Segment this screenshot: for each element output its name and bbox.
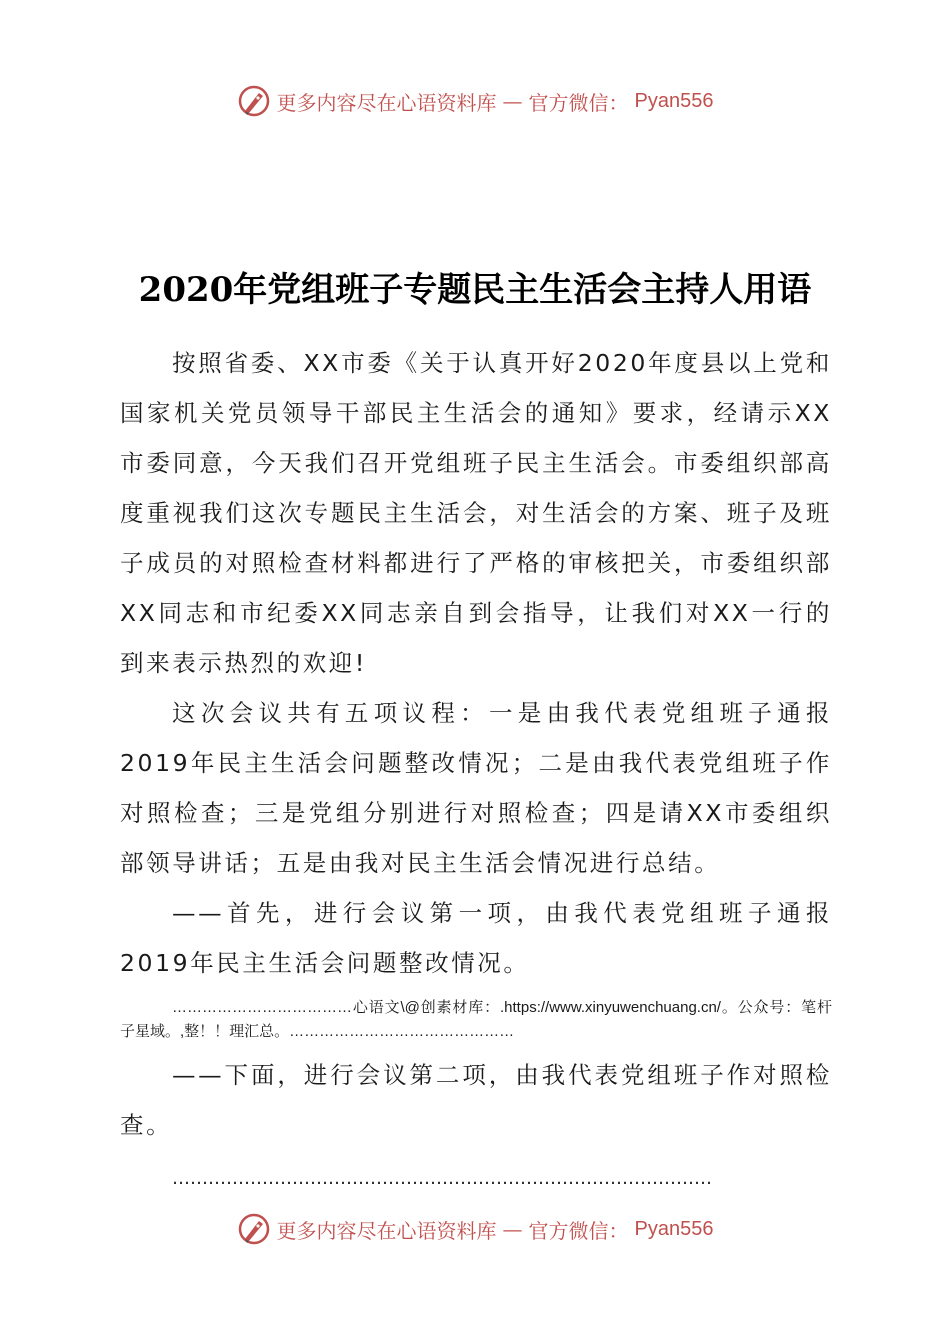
footer-banner (0, 1212, 950, 1246)
header-banner (0, 84, 950, 118)
banner-wechat-id: Pyan556 (634, 1217, 714, 1240)
banner-wechat-label: 官方微信： (528, 90, 629, 115)
banner-main-text: 更多内容尽在心语资料库 (276, 1218, 497, 1243)
banner-dash: — (502, 89, 523, 113)
ellipsis-line: ……………………………………………………………………………… (172, 1168, 712, 1189)
paragraph-agenda: 这次会议共有五项议程：一是由我代表党组班子通报2019年民主生活会问题整改情况；二是由我代表党组班子作对照检查；三是党组分别进行对照检查；四是请XX市委组织部领导讲话；五是由我对民主生活会情况进行总结。 (120, 699, 832, 877)
banner-dash: — (502, 1217, 523, 1241)
banner-wechat-id: Pyan556 (634, 89, 714, 112)
banner-wechat-label: 官方微信： (528, 1218, 629, 1243)
pen-nib-logo-icon (237, 84, 271, 118)
document-body (120, 338, 832, 1204)
paragraph-intro: 按照省委、XX市委《关于认真开好2020年度县以上党和国家机关党员领导干部民主生活会的通知》要求，经请示XX市委同意，今天我们召开党组班子民主生活会。市委组织部高度重视我们这次专题民主生活会，对生活会的方案、班子及班子成员的对照检查材料都进行了严格的审核把关，市委组织部XX同志和市纪委XX同志亲自到会指导，让我们对XX一行的到来表示热烈的欢迎! (120, 349, 832, 677)
source-note: ………………………………心语文\@创素材库：.https://www.xinyuwenchuang.cn/。公众号：笔杆子星域。,整！！理汇总。……………………………………… (120, 999, 832, 1040)
banner-main-text: 更多内容尽在心语资料库 (276, 90, 497, 115)
paragraph-second-item: ——下面，进行会议第二项，由我代表党组班子作对照检查。 (120, 1061, 832, 1139)
document-title: 2020年党组班子专题民主生活会主持人用语 (138, 270, 812, 310)
pen-nib-logo-icon (237, 1212, 271, 1246)
paragraph-first-item: ——首先，进行会议第一项，由我代表党组班子通报2019年民主生活会问题整改情况。 (120, 899, 832, 977)
